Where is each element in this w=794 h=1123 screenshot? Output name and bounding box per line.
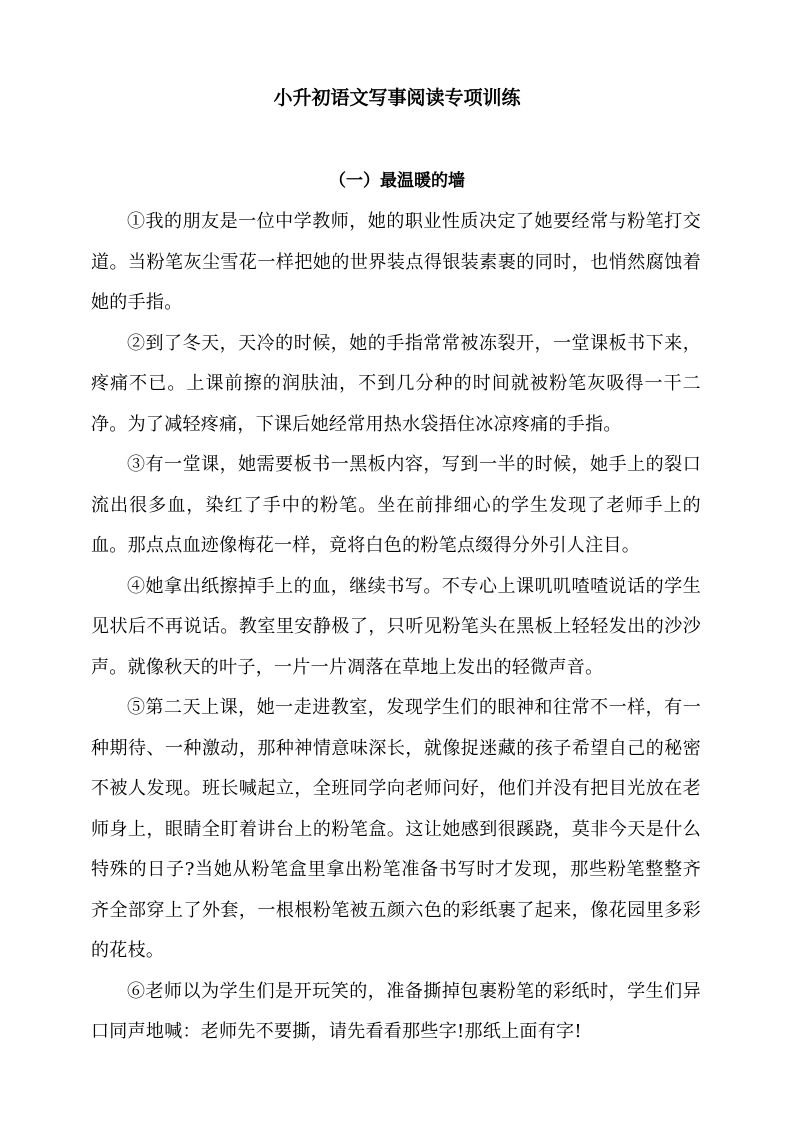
paragraph-2: ②到了冬天，天冷的时候，她的手指常常被冻裂开，一堂课板书下来，疼痛不已。上课前擦的润肤油，不到几分种的时间就被粉笔灰吸得一干二净。为了减轻疼痛，下课后她经常用热水袋捂住冰凉疼痛的手指。 <box>91 332 701 435</box>
paragraph-4: ④她拿出纸擦掉手上的血，继续书写。不专心上课叽叽喳喳说话的学生见状后不再说话。教室里安静极了，只听见粉笔头在黑板上轻轻发出的沙沙声。就像秋天的叶子，一片一片凋落在草地上发出的轻微声音。 <box>91 575 701 678</box>
article-body <box>91 202 701 1053</box>
paragraph-3: ③有一堂课，她需要板书一黑板内容，写到一半的时候，她手上的裂口流出很多血，染红了手中的粉笔。坐在前排细心的学生发现了老师手上的血。那点点血迹像梅花一样，竟将白色的粉笔点缀得分外引人注目。 <box>91 454 701 556</box>
paragraph-5: ⑤第二天上课，她一走进教室，发现学生们的眼神和往常不一样，有一种期待、一种激动，那种神情意味深长，就像捉迷藏的孩子希望自己的秘密不被人发现。班长喊起立，全班同学向老师问好，他们并没有把目光放在老师身上，眼睛全盯着讲台上的粉笔盒。这让她感到很蹊跷，莫非今天是什么特殊的日子?当她从粉笔盒里拿出粉笔准备书写时才发现，那些粉笔整整齐齐全部穿上了外套，一根根粉笔被五颜六色的彩纸裹了起来，像花园里多彩的花枝。 <box>91 697 701 961</box>
document-title: 小升初语文写事阅读专项训练 <box>273 87 521 109</box>
paragraph-1: ①我的朋友是一位中学教师，她的职业性质决定了她要经常与粉笔打交道。当粉笔灰尘雪花一样把她的世界装点得银装素裹的同时，也悄然腐蚀着她的手指。 <box>91 211 701 313</box>
paragraph-6: ⑥老师以为学生们是开玩笑的，准备撕掉包裹粉笔的彩纸时，学生们异口同声地喊：老师先不要撕，请先看看那些字!那纸上面有字! <box>91 980 701 1042</box>
section-title: （一）最温暖的墙 <box>329 171 465 191</box>
